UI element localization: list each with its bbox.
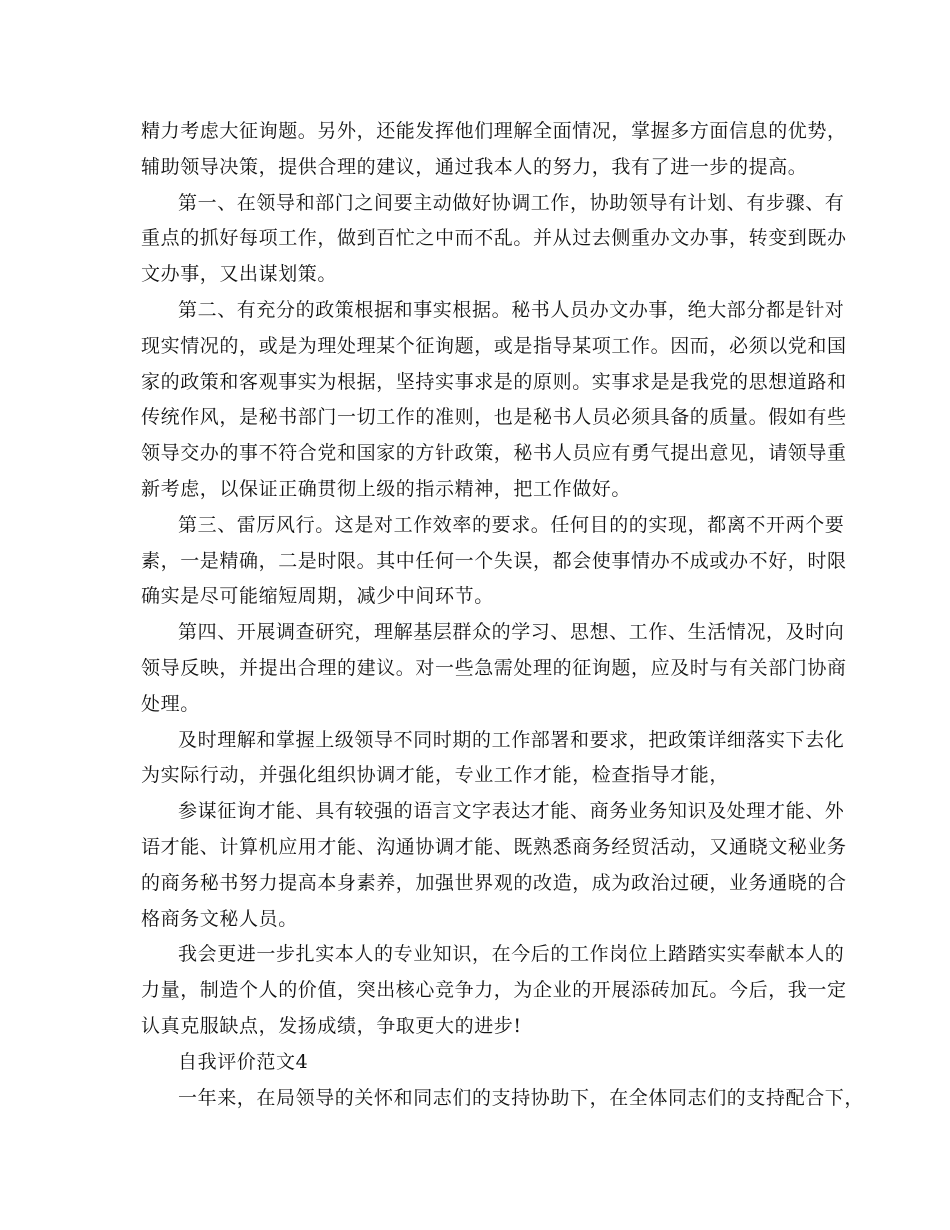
text-line: 语才能、计算机应用才能、沟通协调才能、既熟悉商务经贸活动，又通晓文秘业务 (141, 835, 847, 858)
document-body (141, 114, 865, 1116)
text-line: 为实际行动，并强化组织协调才能，专业工作才能，检查指导才能， (141, 764, 730, 787)
text-line: 家的政策和客观事实为根据，坚持实事求是的原则。实事求是是我党的思想道路和 (141, 370, 847, 393)
text-line: 一年来，在局领导的关怀和同志们的支持协助下，在全体同志们的支持配合下， (178, 1086, 865, 1109)
text-line: 的商务秘书努力提高本身素养，加强世界观的改造，成为政治过硬，业务通晓的合 (141, 871, 847, 894)
section-heading: 自我评价范文4 (178, 1050, 309, 1073)
text-line: 现实情况的，或是为理处理某个征询题，或是指导某项工作。因而，必须以党和国 (141, 334, 847, 357)
text-line: 辅助领导决策，提供合理的建议，通过我本人的努力，我有了进一步的提高。 (141, 155, 808, 178)
text-line: 领导反映，并提出合理的建议。对一些急需处理的征询题，应及时与有关部门协商 (141, 656, 847, 679)
text-line: 新考虑，以保证正确贯彻上级的指示精神，把工作做好。 (141, 477, 632, 500)
text-line: 第四、开展调查研究，理解基层群众的学习、思想、工作、生活情况，及时向 (178, 621, 845, 644)
text-line: 我会更进一步扎实本人的专业知识，在今后的工作岗位上踏踏实实奉献本人的 (178, 943, 845, 966)
text-line: 重点的抓好每项工作，做到百忙之中而不乱。并从过去侧重办文办事，转变到既办 (141, 227, 847, 250)
text-line: 文办事，又出谋划策。 (141, 263, 338, 286)
text-line: 确实是尽可能缩短周期，减少中间环节。 (141, 585, 494, 608)
text-line: 第一、在领导和部门之间要主动做好协调工作，协助领导有计划、有步骤、有 (178, 191, 845, 214)
text-line: 力量，制造个人的价值，突出核心竞争力，为企业的开展添砖加瓦。今后，我一定 (141, 979, 847, 1002)
text-line: 格商务文秘人员。 (141, 907, 298, 930)
text-line: 第三、雷厉风行。这是对工作效率的要求。任何目的的实现，都离不开两个要 (178, 513, 845, 536)
text-line: 认真克服缺点，发扬成绩，争取更大的进步! (141, 1014, 522, 1037)
text-line: 第二、有充分的政策根据和事实根据。秘书人员办文办事，绝大部分都是针对 (178, 298, 845, 321)
text-line: 参谋征询才能、具有较强的语言文字表达才能、商务业务知识及处理才能、外 (178, 800, 845, 823)
text-line: 领导交办的事不符合党和国家的方针政策，秘书人员应有勇气提出意见，请领导重 (141, 442, 847, 465)
text-line: 处理。 (141, 692, 200, 715)
text-line: 传统作风，是秘书部门一切工作的准则，也是秘书人员必须具备的质量。假如有些 (141, 406, 847, 429)
text-line: 素，一是精确，二是时限。其中任何一个失误，都会使事情办不成或办不好，时限 (141, 549, 847, 572)
text-line: 及时理解和掌握上级领导不同时期的工作部署和要求，把政策详细落实下去化 (178, 728, 845, 751)
text-line: 精力考虑大征询题。另外，还能发挥他们理解全面情况，掌握多方面信息的优势， (141, 120, 847, 142)
